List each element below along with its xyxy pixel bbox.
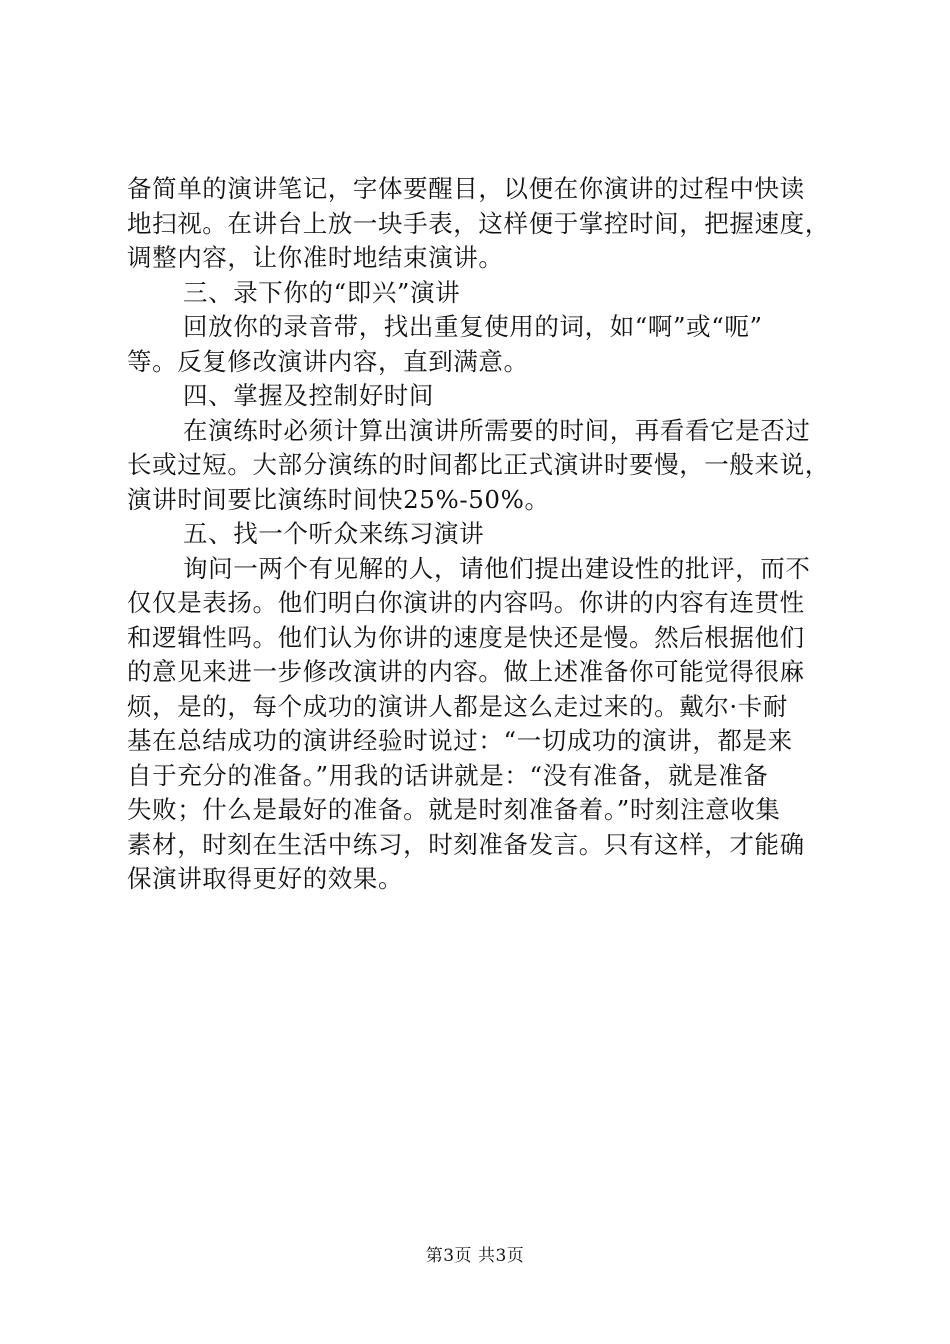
text-line: 烦，是的，每个成功的演讲人都是这么走过来的。戴尔·卡耐	[127, 691, 788, 721]
text-line: 在演练时必须计算出演讲所需要的时间，再看看它是否过	[183, 415, 811, 445]
text-line: 五、找一个听众来练习演讲	[183, 519, 485, 548]
text-line: 备简单的演讲笔记，字体要醒目，以便在你演讲的过程中快读	[127, 174, 805, 203]
text-line: 三、录下你的“即兴”演讲	[183, 277, 461, 307]
text-line: 的意见来进一步修改演讲的内容。做上述准备你可能觉得很麻	[127, 657, 805, 686]
text-line: 演讲时间要比演练时间快25%-50%。	[127, 484, 550, 514]
text-line: 地扫视。在讲台上放一块手表，这样便于掌控时间，把握速度，	[127, 208, 830, 238]
text-line: 四、掌握及控制好时间	[183, 381, 434, 410]
text-line: 和逻辑性吗。他们认为你讲的速度是快还是慢。然后根据他们	[127, 622, 805, 652]
page-footer: 第3页 共3页	[425, 1246, 525, 1266]
text-line: 素材，时刻在生活中练习，时刻准备发言。只有这样，才能确	[127, 829, 805, 859]
text-line: 失败；什么是最好的准备。就是时刻准备着。”时刻注意收集	[127, 795, 781, 824]
text-line: 等。反复修改演讲内容，直到满意。	[127, 346, 529, 376]
text-line: 仅仅是表扬。他们明白你演讲的内容吗。你讲的内容有连贯性	[127, 588, 805, 617]
text-line: 询问一两个有见解的人，请他们提出建设性的批评，而不	[183, 553, 811, 583]
text-line: 调整内容，让你准时地结束演讲。	[127, 243, 504, 272]
text-line: 回放你的录音带，找出重复使用的词，如“啊”或“呃”	[183, 312, 763, 341]
document-body	[127, 172, 830, 897]
text-line: 长或过短。大部分演练的时间都比正式演讲时要慢，一般来说，	[127, 450, 830, 479]
text-line: 保演讲取得更好的效果。	[127, 864, 404, 893]
text-line: 自于充分的准备。”用我的话讲就是：“没有准备，就是准备	[127, 760, 769, 790]
text-line: 基在总结成功的演讲经验时说过：“一切成功的演讲，都是来	[127, 726, 793, 755]
